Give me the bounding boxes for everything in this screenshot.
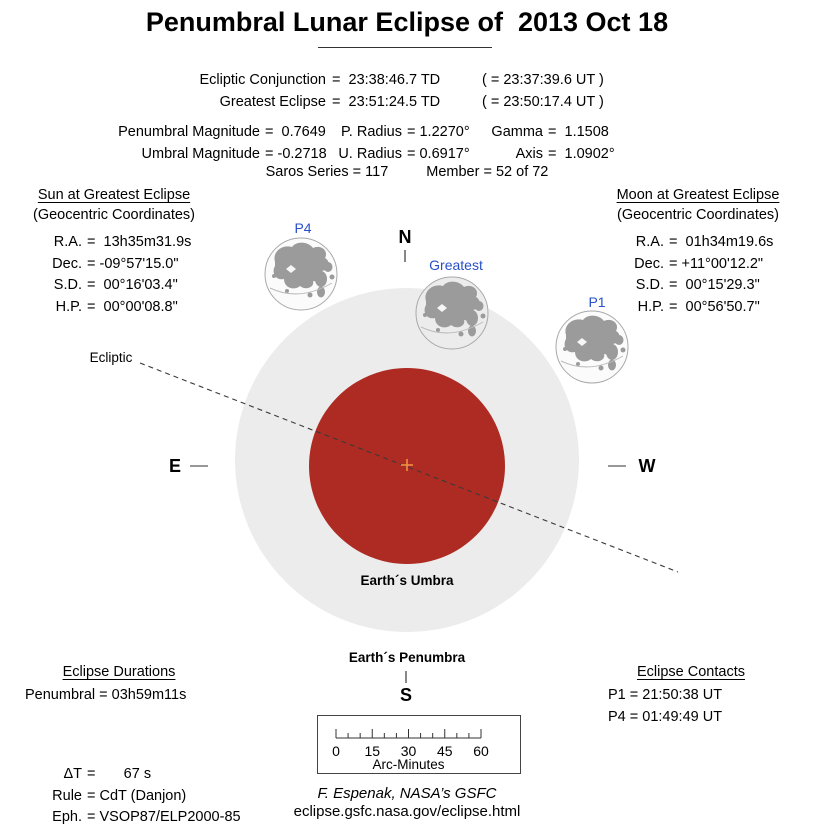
- greatest-eclipse-td: = 23:51:24.5 TD: [332, 93, 441, 110]
- moon-block-heading: Moon at Greatest Eclipse: [616, 187, 780, 203]
- page-title: Penumbral Lunar Eclipse of 2013 Oct 18: [145, 7, 669, 37]
- ruler-tick-15: 15: [364, 743, 381, 759]
- scale-bar-ruler: [318, 716, 520, 773]
- rule-label: Rule: [52, 787, 82, 804]
- ecliptic-conjunction-label: Ecliptic Conjunction: [199, 72, 326, 88]
- umbral-magnitude-label: Umbral Magnitude: [141, 145, 260, 162]
- author-credit: F. Espenak, NASA’s GSFC: [317, 785, 497, 802]
- moon-hp-label: H.P.: [637, 298, 664, 315]
- moon-ra-label: R.A.: [635, 234, 664, 250]
- ruler-tick-60: 60: [473, 743, 489, 759]
- greatest-eclipse-ut: ( = 23:50:17.4 UT ): [482, 93, 604, 110]
- moon-p1-image: [556, 311, 628, 383]
- moon-hp-value: = 00°56'50.7": [669, 298, 760, 315]
- moon-dec-value: = +11°00'12.2": [669, 255, 764, 272]
- umbral-magnitude-value: = -0.2718: [265, 145, 327, 162]
- p1-contact-label: P1: [588, 294, 606, 310]
- moon-dec-label: Dec.: [634, 255, 664, 272]
- gamma-label: Gamma: [491, 124, 543, 140]
- website-url: eclipse.gsfc.nasa.gov/eclipse.html: [293, 803, 521, 820]
- moon-p4-image: [265, 238, 337, 310]
- greatest-eclipse-label: Greatest Eclipse: [219, 93, 326, 110]
- sun-hp-label: H.P.: [55, 298, 82, 315]
- saros-series: Saros Series = 117: [265, 164, 389, 180]
- ruler-unit-label: Arc-Minutes: [372, 757, 445, 772]
- north-label: N: [398, 227, 412, 247]
- p4-contact-label: P4: [294, 220, 312, 236]
- umbra-label: Earth´s Umbra: [360, 573, 454, 588]
- sun-ra-value: = 13h35m31.9s: [87, 234, 192, 250]
- contact-p4-time: P4 = 01:49:49 UT: [608, 708, 723, 725]
- penumbral-magnitude-value: = 0.7649: [265, 124, 326, 140]
- sun-dec-value: = -09°57'15.0": [87, 255, 179, 272]
- penumbra-label: Earth´s Penumbra: [348, 650, 466, 665]
- ruler-tick-0: 0: [332, 743, 340, 759]
- delta-t-value: = 67 s: [87, 766, 152, 782]
- moon-block-subheading: (Geocentric Coordinates): [617, 207, 779, 223]
- sun-block-heading: Sun at Greatest Eclipse: [37, 187, 191, 203]
- penumbral-duration: Penumbral = 03h59m11s: [25, 687, 187, 703]
- moon-sd-value: = 00°15'29.3": [669, 277, 760, 293]
- eclipse-contacts-block: [608, 662, 774, 725]
- sun-sd-value: = 00°16'03.4": [87, 277, 178, 293]
- contacts-heading: Eclipse Contacts: [637, 664, 745, 680]
- rule-value: = CdT (Danjon): [87, 787, 187, 804]
- west-label: W: [638, 456, 656, 476]
- ecliptic-conjunction-td: = 23:38:46.7 TD: [332, 72, 441, 88]
- u-radius-label: U. Radius: [338, 145, 402, 162]
- south-label: S: [399, 685, 413, 705]
- gamma-value: = 1.1508: [548, 124, 609, 140]
- sun-sd-label: S.D.: [53, 277, 82, 293]
- ecliptic-conjunction-ut: ( = 23:37:39.6 UT ): [482, 72, 604, 88]
- penumbral-magnitude-label: Penumbral Magnitude: [118, 124, 260, 140]
- scale-bar-box: [317, 715, 521, 774]
- ephemeris-value: = VSOP87/ELP2000-85: [87, 809, 241, 825]
- moon-greatest-image: [416, 277, 488, 349]
- saros-member: Member = 52 of 72: [426, 164, 549, 180]
- ruler-tick-45: 45: [436, 743, 453, 759]
- ecliptic-label: Ecliptic: [89, 350, 133, 365]
- delta-t-label: ΔT: [63, 766, 82, 782]
- greatest-contact-label: Greatest: [429, 257, 483, 273]
- p-radius-label: P. Radius: [341, 124, 402, 140]
- axis-label: Axis: [515, 145, 543, 162]
- contact-p1-time: P1 = 21:50:38 UT: [608, 687, 723, 703]
- p-radius-value: = 1.2270°: [407, 124, 470, 140]
- moon-ra-value: = 01h34m19.6s: [669, 234, 774, 250]
- durations-heading: Eclipse Durations: [62, 664, 176, 680]
- moon-sd-label: S.D.: [635, 277, 664, 293]
- east-label: E: [168, 456, 182, 476]
- sun-ra-label: R.A.: [53, 234, 82, 250]
- sun-block-subheading: (Geocentric Coordinates): [33, 207, 195, 223]
- eclipse-durations-block: [14, 662, 224, 703]
- sun-dec-label: Dec.: [52, 255, 82, 272]
- ephemeris-label: Eph.: [52, 809, 82, 825]
- sun-hp-value: = 00°00'08.8": [87, 298, 178, 315]
- axis-value: = 1.0902°: [548, 145, 615, 162]
- ruler-tick-30: 30: [400, 743, 417, 759]
- u-radius-value: = 0.6917°: [407, 145, 470, 162]
